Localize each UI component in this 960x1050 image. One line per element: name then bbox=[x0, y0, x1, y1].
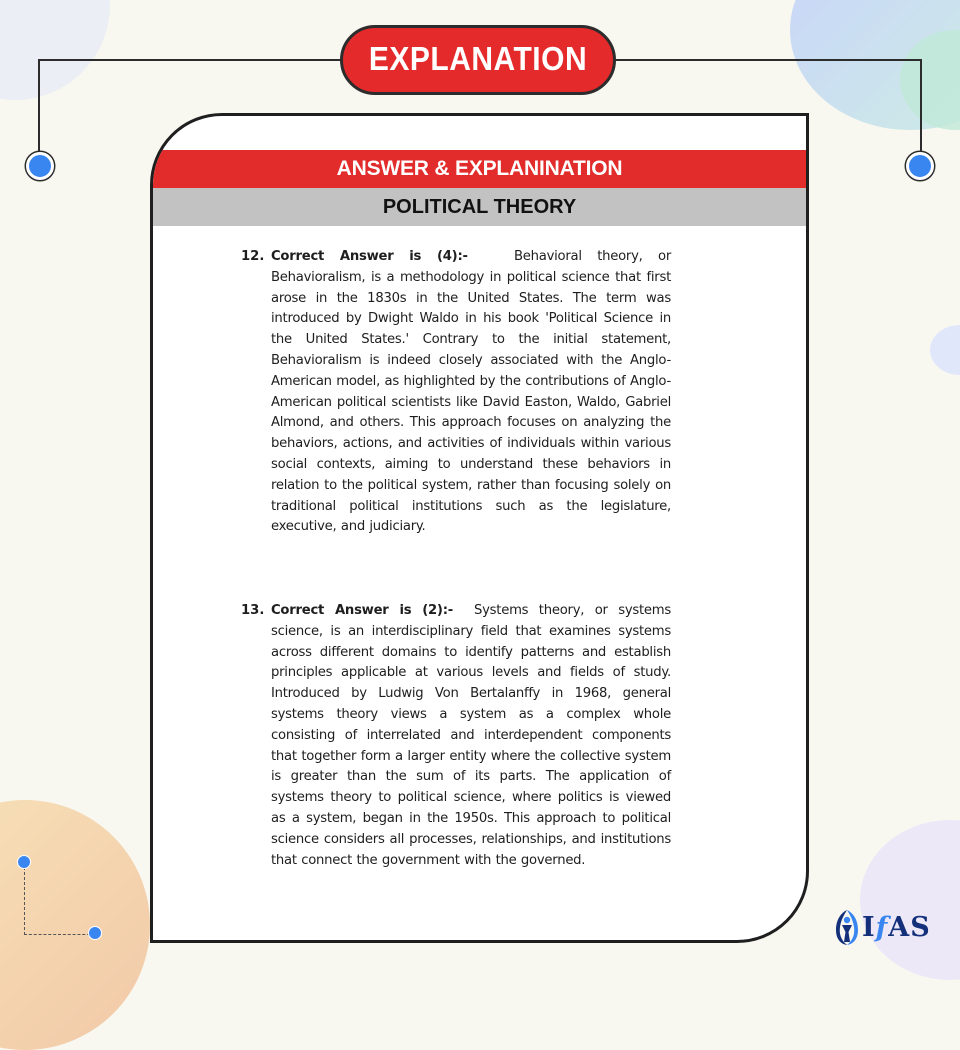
card-heading-band bbox=[153, 150, 806, 188]
card-heading: ANSWER & EXPLANINATION bbox=[336, 157, 623, 180]
answer-label: Correct Answer is (4):- bbox=[271, 249, 468, 264]
ifas-logo bbox=[834, 908, 931, 946]
dotted-connector-bottom bbox=[24, 862, 95, 935]
background-blob-bottom-right bbox=[860, 820, 960, 980]
answer-number: 12. bbox=[241, 249, 265, 264]
answer-number: 13. bbox=[241, 603, 265, 618]
answer-paragraph bbox=[271, 247, 671, 538]
explanation-header-pill bbox=[340, 25, 616, 95]
bullet-dot-left bbox=[26, 152, 54, 180]
answer-card bbox=[150, 113, 809, 943]
answer-text: Systems theory, or systems science, is an interdisciplinary field that examines systems across different domains to identify patterns and establish principles applicable at various levels and fields of study. Introduced by Ludwig Von Bertalanffy in 1968, general systems theory views a system as a complex whole consisting of interrelated and interdependent components that together form a larger entity where the collective system is greater than the sum of its parts. The application of systems theory to political science, where politics is viewed as a system, began in the 1950s. This approach to political science considers all processes, relationships, and institutions that connect the government with the governed. bbox=[271, 603, 671, 868]
small-dot-bottom-left-upper bbox=[17, 855, 31, 869]
background-blob-right bbox=[930, 325, 960, 375]
card-subheading-band bbox=[153, 188, 806, 226]
answer-text: Behavioral theory, or Behavioralism, is a methodology in political science that first arose in the 1830s in the United States. The term was introduced by Dwight Waldo in his book 'Political Science in the United States.' Contrary to the initial statement, Behavioralism is indeed closely associated with the Anglo-American model, as highlighted by the contributions of Anglo-American political scientists like David Easton, Waldo, Gabriel Almond, and others. This approach focuses on analyzing the behaviors, actions, and activities of individuals within various social contexts, aiming to understand these behaviors in relation to the political system, rather than focusing solely on traditional political institutions such as the legislature, executive, and judiciary. bbox=[271, 249, 672, 535]
answer-label: Correct Answer is (2):- bbox=[271, 603, 453, 618]
answer-item-13 bbox=[241, 601, 671, 871]
answer-paragraph bbox=[271, 601, 671, 871]
small-dot-bottom-left-lower bbox=[88, 926, 102, 940]
person-logo-icon bbox=[834, 908, 860, 946]
logo-text: IfAS bbox=[862, 911, 931, 943]
card-subheading: POLITICAL THEORY bbox=[382, 195, 577, 218]
explanation-title: EXPLANATION bbox=[368, 41, 588, 78]
bullet-dot-right bbox=[906, 152, 934, 180]
answer-item-12 bbox=[241, 247, 672, 538]
